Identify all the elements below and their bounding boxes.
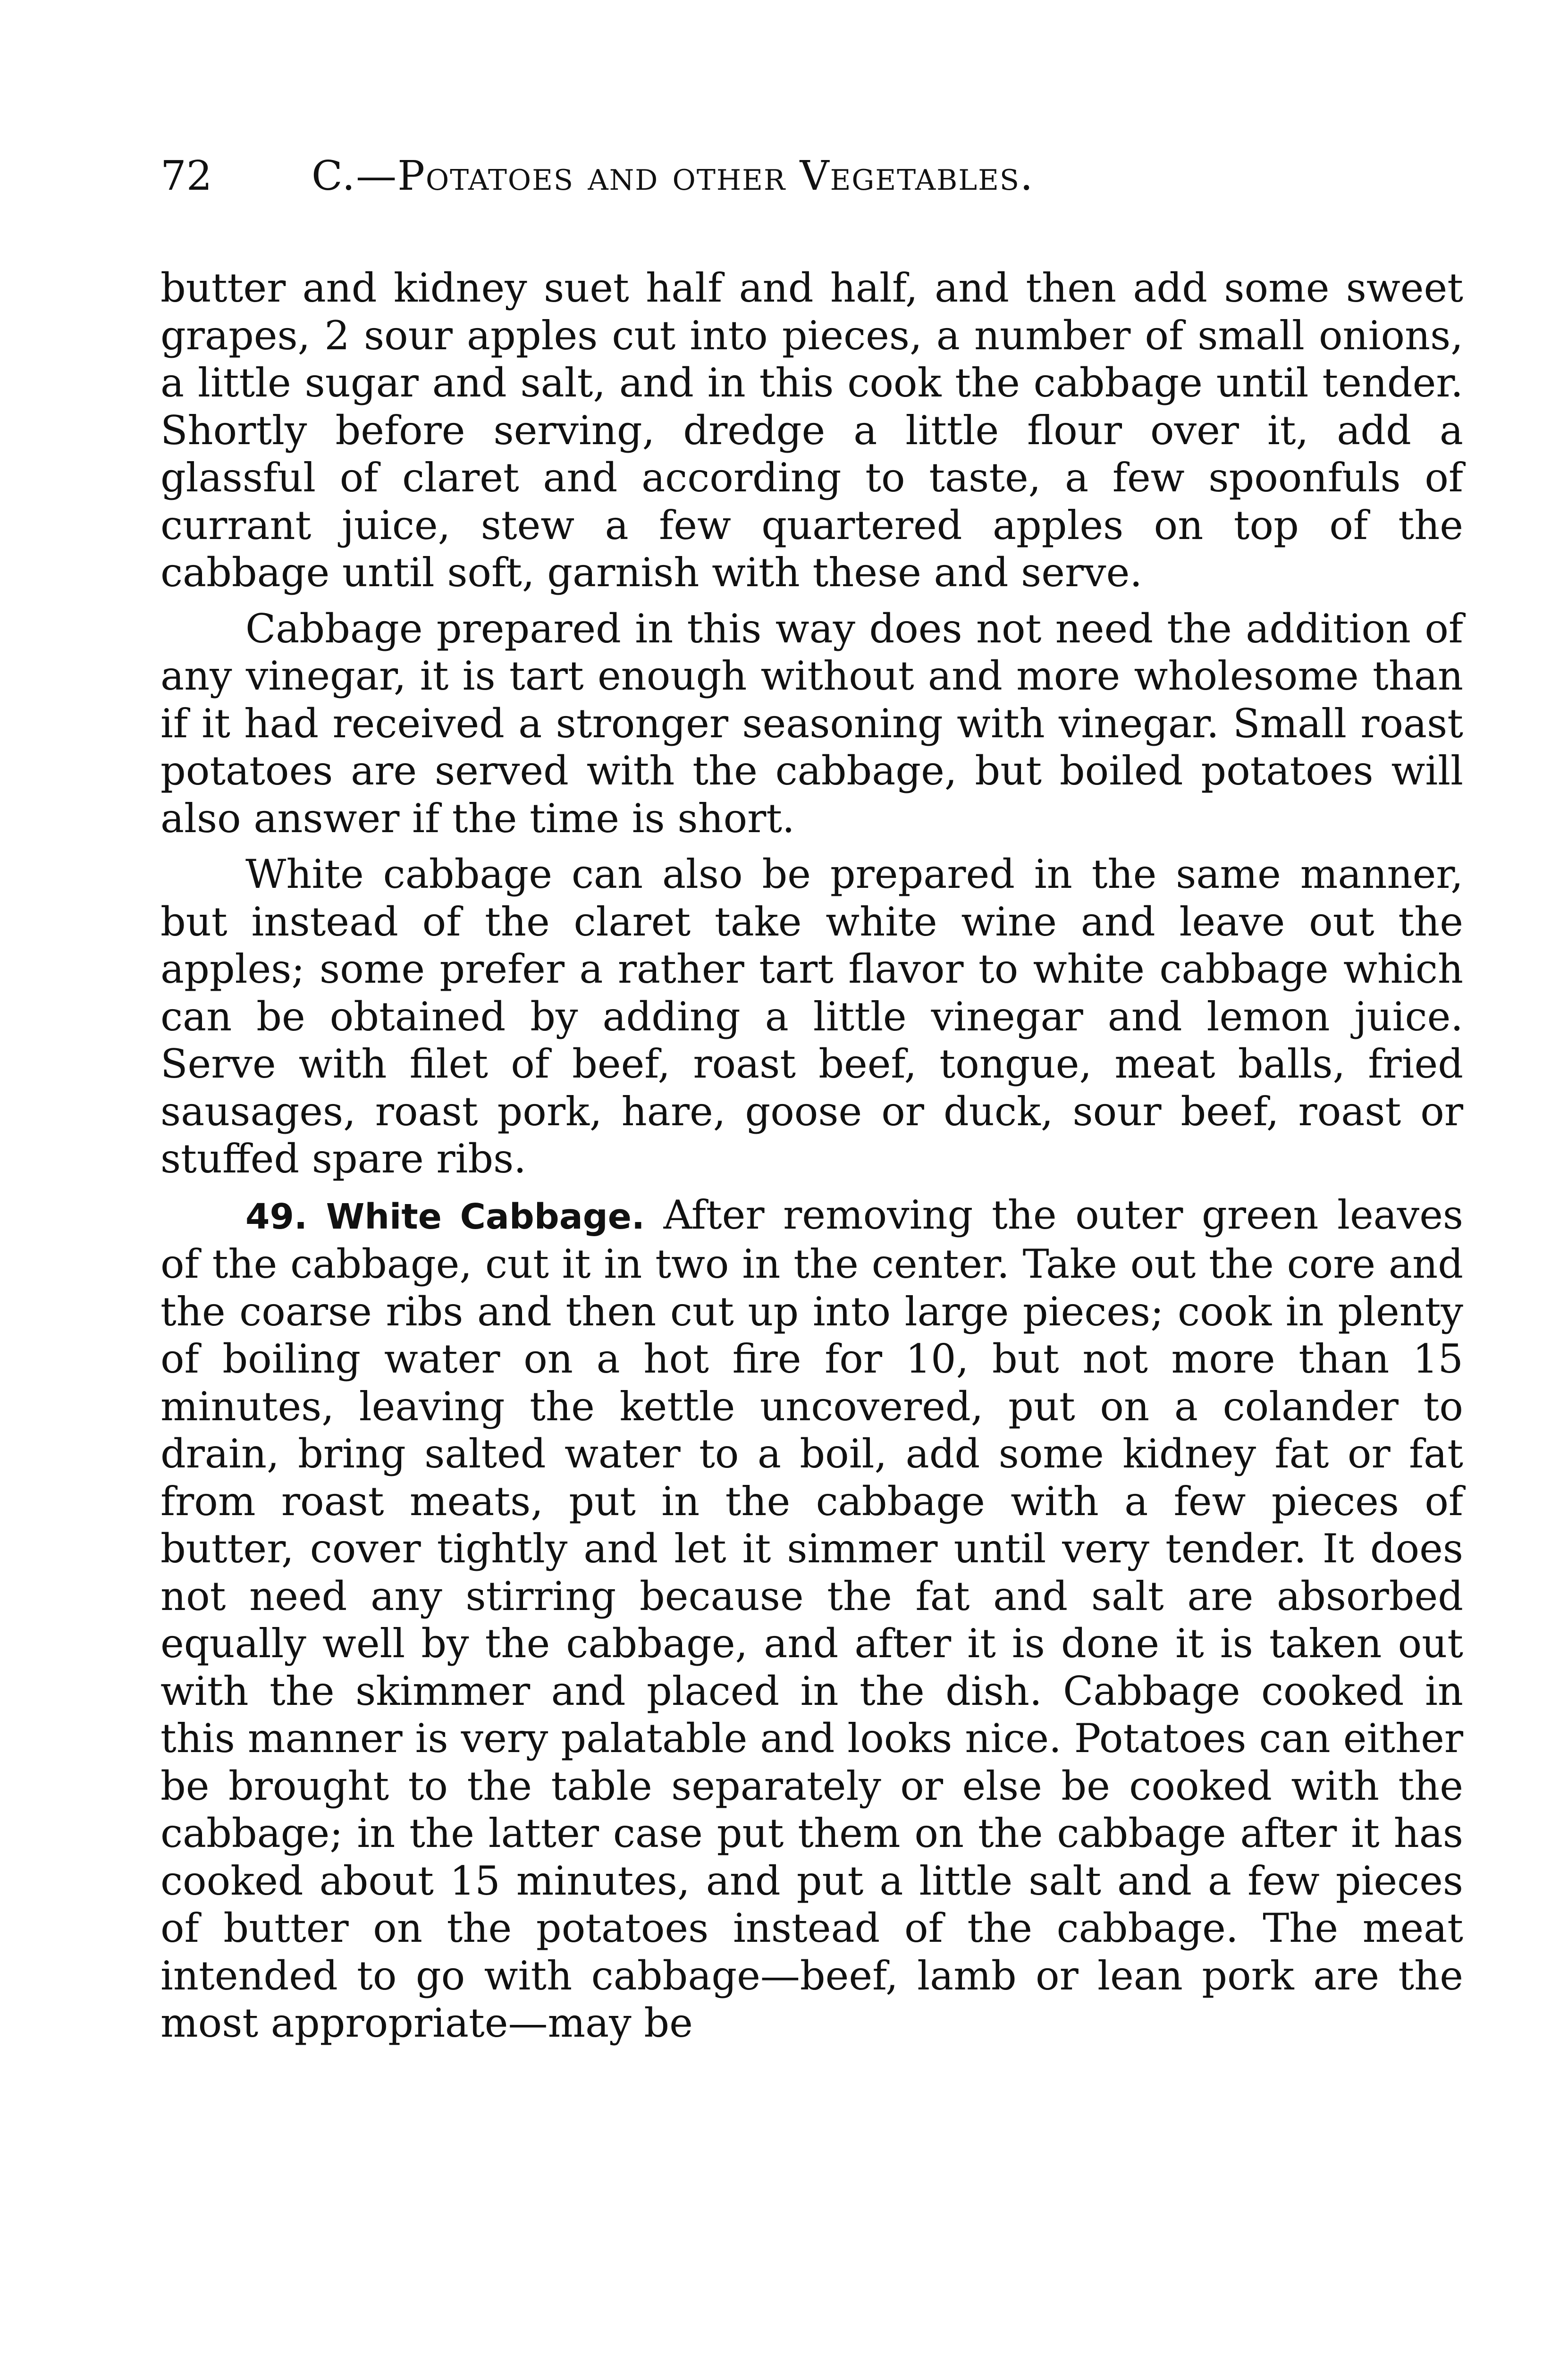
recipe-paragraph (160, 1191, 1463, 2047)
recipe-number: 49. (245, 1196, 308, 1237)
page-body (160, 264, 1463, 2047)
running-head (160, 152, 1463, 222)
paragraph-white-cabbage-note: White cabbage can also be prepared in the same manner, but instead of the claret take white wine and leave out the apples; some prefer a rather tart flavor to white cabbage which can be obtained by adding a little vinegar and lemon juice. Serve with filet of beef, roast beef, tongue, meat balls, fried sausages, roast pork, hare, goose or duck, sour beef, roast or stuffed spare ribs. (160, 851, 1463, 1182)
recipe-text: After removing the outer green leaves of the cabbage, cut it in two in the center. Take out the core and the coarse ribs and then cut up into large pieces; cook in plenty of boiling water on a hot fire for 10, but not more than 15 minutes, leaving the kettle uncovered, put on a colander to drain, bring salted water to a boil, add some kidney fat or fat from roast meats, put in the cabbage with a few pieces of butter, cover tightly and let it simmer until very tender. It does not need any stirring because the fat and salt are absorbed equally well by the cabbage, and after it is done it is taken out with the skimmer and placed in the dish. Cabbage cooked in this manner is very palatable and looks nice. Potatoes can either be brought to the table separately or else be cooked with the cabbage; in the latter case put them on the cabbage after it has cooked about 15 minutes, and put a little salt and a few pieces of butter on the potatoes instead of the cabbage. The meat intended to go with cabbage—beef, lamb or lean pork are the most appropriate—may be (160, 1191, 1464, 2046)
paragraph-continued: butter and kidney suet half and half, and then add some sweet grapes, 2 sour apples cut into pieces, a number of small onions, a little sugar and salt, and in this cook the cabbage until tender. Shortly before serving, dredge a little flour over it, add a glassful of claret and according to taste, a few spoonfuls of currant juice, stew a few quartered apples on top of the cabbage until soft, garnish with these and serve. (160, 265, 1463, 596)
book-page (160, 152, 1464, 2047)
page-number: 72 (160, 152, 212, 200)
recipe-title: White Cabbage. (326, 1196, 645, 1237)
paragraph-cabbage-note: Cabbage prepared in this way does not need the addition of any vinegar, it is tart enough without and more wholesome than if it had received a stronger seasoning with vinegar. Small roast potatoes are served with the cabbage, but boiled potatoes will also answer if the time is short. (160, 605, 1463, 842)
chapter-title: C.—Potatoes and other Vegetables. (312, 152, 1034, 200)
